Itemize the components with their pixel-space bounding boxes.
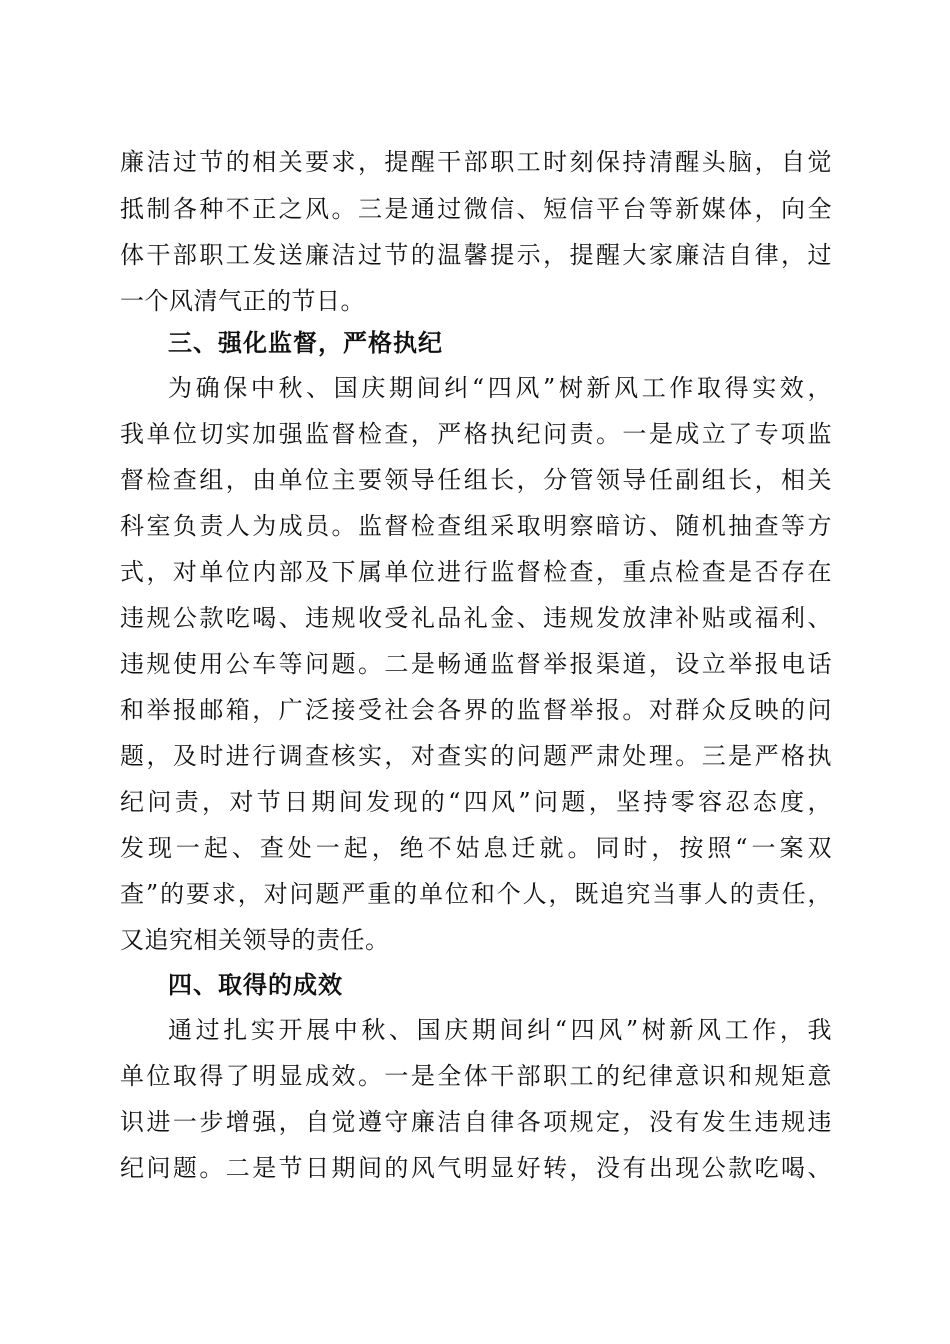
paragraph-line: 一个风清气正的节日。 <box>120 287 365 315</box>
paragraph-line: 识进一步增强，自觉遵守廉洁自律各项规定，没有发生违规违 <box>120 1108 832 1136</box>
paragraph-line: 科室负责人为成员。监督检查组采取明察暗访、随机抽查等方 <box>120 512 832 540</box>
paragraph-line: 发现一起、查处一起，绝不姑息迁就。同时，按照“一案双 <box>120 834 832 862</box>
paragraph-line: 纪问责，对节日期间发现的“四风”问题，坚持零容忍态度， <box>120 788 832 816</box>
paragraph-line: 体干部职工发送廉洁过节的温馨提示，提醒大家廉洁自律，过 <box>120 241 832 269</box>
paragraph-line: 式，对单位内部及下属单位进行监督检查，重点检查是否存在 <box>120 558 832 586</box>
paragraph-line: 为确保中秋、国庆期间纠“四风”树新风工作取得实效， <box>168 374 832 402</box>
paragraph-line: 查”的要求，对问题严重的单位和个人，既追究当事人的责任， <box>120 880 832 908</box>
paragraph-line: 和举报邮箱，广泛接受社会各界的监督举报。对群众反映的问 <box>120 696 832 724</box>
section-heading: 四、取得的成效 <box>168 971 343 999</box>
paragraph-line: 违规使用公车等问题。二是畅通监督举报渠道，设立举报电话 <box>120 650 832 678</box>
paragraph-line: 单位取得了明显成效。一是全体干部职工的纪律意识和规矩意 <box>120 1062 832 1090</box>
paragraph-line: 我单位切实加强监督检查，严格执纪问责。一是成立了专项监 <box>120 420 832 448</box>
paragraph-line: 廉洁过节的相关要求，提醒干部职工时刻保持清醒头脑，自觉 <box>120 148 832 176</box>
paragraph-line: 违规公款吃喝、违规收受礼品礼金、违规发放津补贴或福利、 <box>120 604 832 632</box>
paragraph-line: 督检查组，由单位主要领导任组长，分管领导任副组长，相关 <box>120 466 832 494</box>
section-heading: 三、强化监督，严格执纪 <box>168 329 443 357</box>
paragraph-line: 通过扎实开展中秋、国庆期间纠“四风”树新风工作，我 <box>168 1016 832 1044</box>
paragraph-line: 题，及时进行调查核实，对查实的问题严肃处理。三是严格执 <box>120 742 832 770</box>
paragraph-line: 又追究相关领导的责任。 <box>120 926 390 954</box>
paragraph-line: 纪问题。二是节日期间的风气明显好转，没有出现公款吃喝、 <box>120 1154 832 1182</box>
paragraph-line: 抵制各种不正之风。三是通过微信、短信平台等新媒体，向全 <box>120 195 832 223</box>
